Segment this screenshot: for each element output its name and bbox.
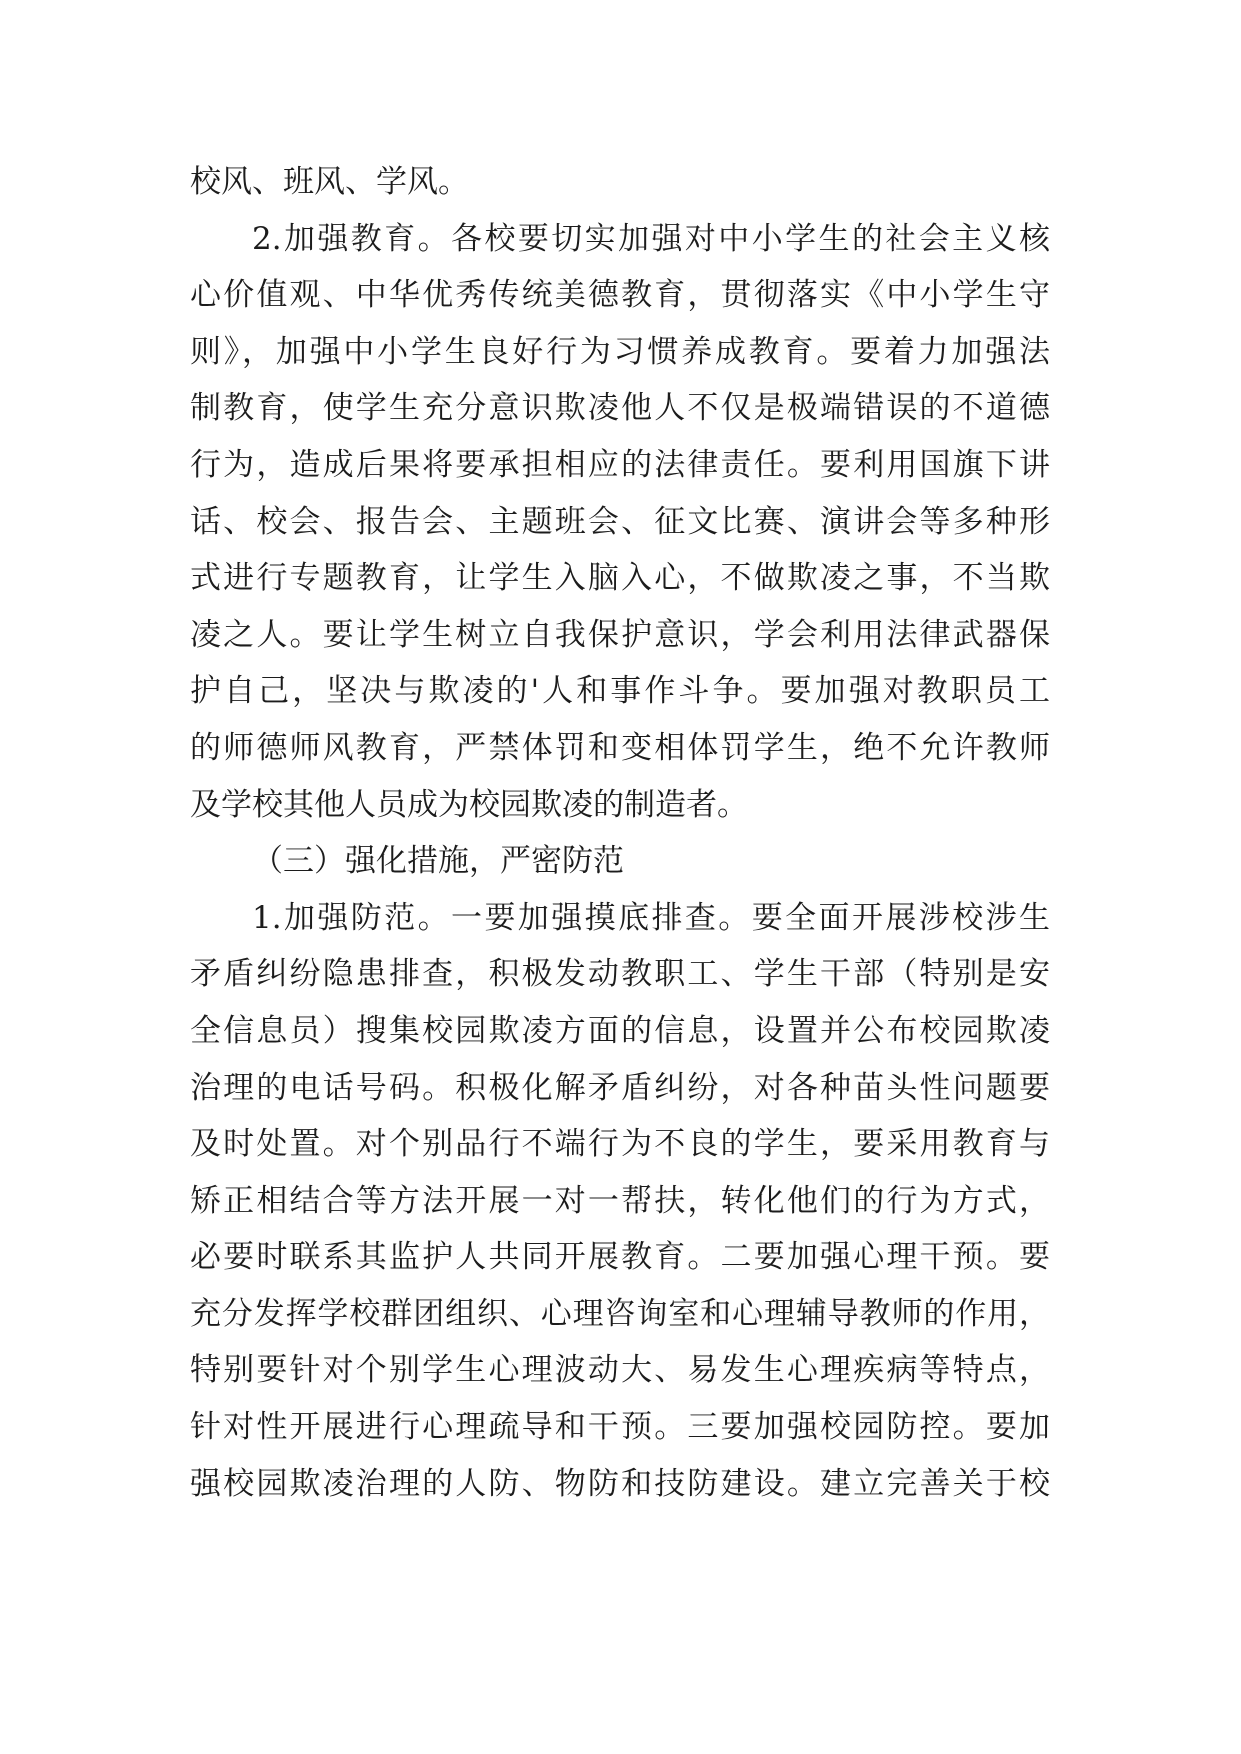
paragraph-line: 2.加强教育。各校要切实加强对中小学生的社会主义核	[252, 220, 1050, 257]
paragraph-line: 特别要针对个别学生心理波动大、易发生心理疾病等特点，	[190, 1352, 1050, 1389]
paragraph-line: 护自己，坚决与欺凌的'人和事作斗争。要加强对教职员工	[190, 673, 1050, 710]
paragraph-line: 式进行专题教育，让学生入脑入心，不做欺凌之事，不当欺	[190, 560, 1050, 597]
section-heading: （三）强化措施，严密防范	[252, 843, 624, 880]
paragraph-line: 则》，加强中小学生良好行为习惯养成教育。要着力加强法	[190, 333, 1050, 370]
paragraph-line: 凌之人。要让学生树立自我保护意识，学会利用法律武器保	[190, 616, 1050, 653]
document-body	[190, 154, 1050, 1512]
paragraph-line: 校风、班风、学风。	[190, 164, 469, 200]
paragraph-line: 行为，造成后果将要承担相应的法律责任。要利用国旗下讲	[190, 446, 1050, 483]
paragraph-line: 全信息员）搜集校园欺凌方面的信息，设置并公布校园欺凌	[190, 1012, 1050, 1049]
paragraph-line: 及学校其他人员成为校园欺凌的制造者。	[190, 786, 748, 823]
paragraph-line: 心价值观、中华优秀传统美德教育，贯彻落实《中小学生守	[190, 277, 1050, 314]
paragraph-line: 强校园欺凌治理的人防、物防和技防建设。建立完善关于校	[190, 1465, 1050, 1502]
paragraph-line: 治理的电话号码。积极化解矛盾纠纷，对各种苗头性问题要	[190, 1069, 1050, 1106]
paragraph-line: 的师德师风教育，严禁体罚和变相体罚学生，绝不允许教师	[190, 729, 1050, 766]
paragraph-line: 矛盾纠纷隐患排查，积极发动教职工、学生干部（特别是安	[190, 956, 1050, 993]
paragraph-line: 充分发挥学校群团组织、心理咨询室和心理辅导教师的作用，	[190, 1295, 1050, 1332]
paragraph-line: 话、校会、报告会、主题班会、征文比赛、演讲会等多种形	[190, 503, 1050, 540]
paragraph-line: 矫正相结合等方法开展一对一帮扶，转化他们的行为方式，	[190, 1182, 1050, 1219]
paragraph-line: 制教育，使学生充分意识欺凌他人不仅是极端错误的不道德	[190, 390, 1050, 427]
paragraph-line: 针对性开展进行心理疏导和干预。三要加强校园防控。要加	[190, 1409, 1050, 1446]
paragraph-line: 必要时联系其监护人共同开展教育。二要加强心理干预。要	[190, 1239, 1050, 1276]
paragraph-line: 及时处置。对个别品行不端行为不良的学生，要采用教育与	[190, 1126, 1050, 1163]
paragraph-line: 1.加强防范。一要加强摸底排查。要全面开展涉校涉生	[252, 899, 1050, 936]
